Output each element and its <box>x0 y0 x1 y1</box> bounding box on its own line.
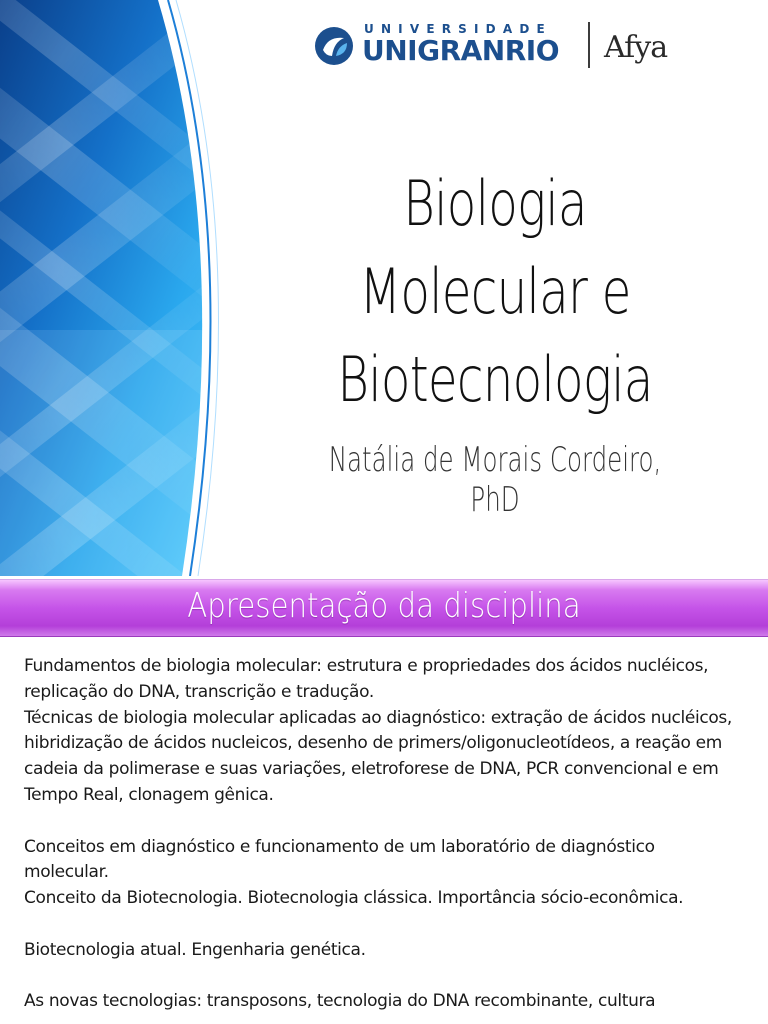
logo-afya-text: Afya <box>604 30 668 65</box>
paragraph-tecnicas: Técnicas de biologia molecular aplicadas ao diagnóstico: extração de ácidos nucléicos, hibridização de ácidos nucleicos, desenho de primers/oligonucleotídeos, a reação em cadeia da polimerase e suas variações, eletroforese de DNA, PCR convencional e em Tempo Real, clonagem gênica. <box>24 707 732 805</box>
paragraph-spacer <box>24 912 744 938</box>
paragraph-spacer <box>24 809 744 835</box>
paragraph-biotecnologia-atual: Biotecnologia atual. Engenharia genética. <box>24 939 366 960</box>
title-line-2: Biotecnologia <box>337 343 653 416</box>
paragraph-conceito-biotecnologia: Conceito da Biotecnologia. Biotecnologia clássica. Importância sócio-econômica. <box>24 888 684 909</box>
section-title: Apresentação da disciplina <box>187 586 581 626</box>
paragraph-diagnostico: Conceitos em diagnóstico e funcionamento de um laboratório de diagnóstico molecular. <box>24 836 655 883</box>
university-logo <box>314 22 684 70</box>
paragraph-novas-tecnologias: As novas tecnologias: transposons, tecnologia do DNA recombinante, cultura <box>24 991 656 1012</box>
presentation-title <box>296 160 694 424</box>
title-line-1: Biologia Molecular e <box>359 167 631 328</box>
course-description <box>24 654 744 1015</box>
section-title-bar <box>0 579 768 637</box>
paragraph-spacer <box>24 964 744 990</box>
logo-divider <box>588 22 590 68</box>
paragraph-fundamentos: Fundamentos de biologia molecular: estrutura e propriedades dos ácidos nucléicos, replicação do DNA, transcrição e tradução. <box>24 656 709 702</box>
blue-decorative-panel <box>0 0 230 576</box>
logo-unigranrio-text: UNIGRANRIO <box>362 34 560 67</box>
author-name: Natália de Morais Cordeiro, PhD <box>328 440 662 520</box>
course-overview-slide <box>0 576 768 1024</box>
unigranrio-emblem-icon <box>314 26 354 66</box>
logo-universidade-text: UNIVERSIDADE <box>364 22 552 36</box>
